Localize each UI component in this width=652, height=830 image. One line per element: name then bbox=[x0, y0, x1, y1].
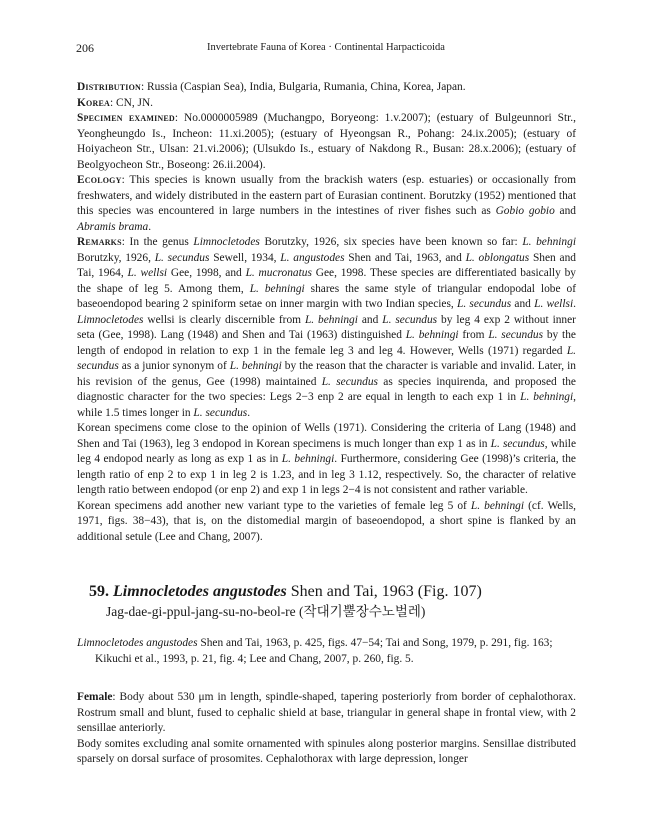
korean-name: Jag-dae-gi-ppul-jang-su-no-beol-re (작대기뿔장수노벌레) bbox=[106, 604, 426, 619]
species-heading bbox=[89, 582, 569, 602]
reference-species: Limnocletodes angustodes bbox=[77, 637, 198, 649]
distribution-label: Distribution bbox=[77, 81, 141, 93]
korea-text: : CN, JN. bbox=[109, 96, 154, 109]
section-author: Shen and Tai, 1963 (Fig. 107) bbox=[286, 583, 482, 600]
distribution-text: : Russia (Caspian Sea), India, Bulgaria, Rumania, China, Korea, Japan. bbox=[140, 81, 466, 93]
ecology-text: . bbox=[148, 220, 152, 233]
page-number: 206 bbox=[76, 41, 94, 55]
ecology-text: and bbox=[554, 205, 576, 217]
paragraph-korean-specimens-1: Korean specimens come close to the opinion of Wells (1971). Considering the criteria of Lang (1948) and Shen and Tai (1963), leg 3 endopod in Korean specimens is much longer than exp 1 as in L. secundus, while leg 4 endopod nearly as long as exp 1 as in L. behningi. Furthermore, considering Gee (1998)’s criteria, the length ratio of enp 2 to exp 1 in leg 2 is 1.23, and in leg 3 1.12, respectively. So, the character of relative length ratio between endopod (or enp 2) and exp 1 in legs 2−4 is not consistent and rather variable. bbox=[77, 422, 576, 496]
female-description bbox=[77, 690, 576, 768]
remarks-label: Remarks bbox=[77, 236, 122, 248]
distribution-paragraph bbox=[77, 80, 576, 96]
section-number: 59. bbox=[89, 583, 109, 600]
ecology-paragraph bbox=[77, 173, 576, 235]
specimen-paragraph bbox=[77, 111, 576, 173]
ecology-text: : This species is known usually from the brackish waters (esp. estuaries) or occasionally from freshwaters, and widely distributed in the eastern part of Eurasian continent. Borutzky (1952) mentioned that this species was encountered in large numbers in the intestines of river fishes such as bbox=[77, 174, 576, 217]
remarks-paragraph: Remarks: In the genus Limnocletodes Borutzky, 1926, six species have been known so far: L. behningi Borutzky, 1926, L. secundus Sewell, 1934, L. angustodes Shen and Tai, 1963, and L. oblongatus Shen and Tai, 1964, L. wellsi Gee, 1998, and L. mucronatus Gee, 1998. These species are differentiated basically by the shape of leg 5. Among them, L. behningi shares the same style of triangular endopodal lobe of baseoendopod bearing 2 spiniform setae on inner margin with two Indian species, L. secundus and L. wellsi. Limnocletodes wellsi is clearly discernible from L. behningi and L. secundus by leg 4 exp 2 without inner seta (Gee, 1998). Lang (1948) and Shen and Tai (1963) distinguished L. behningi from L. secundus by the length of endopod in relation to exp 1 in the female leg 3 and leg 4. However, Wells (1971) regarded L. secundus as a junior synonym of L. behningi by the reason that the character is variable and invalid. Later, in his revision of the genus, Gee (1998) maintained L. secundus as species inquirenda, and proposed the diagnostic character for the two species: Legs 2−3 enp 2 are equal in length to each exp 1 in L. behningi, while 1.5 times longer in L. secundus. bbox=[77, 236, 576, 419]
reference-line-1: Limnocletodes angustodes Shen and Tai, 1963, p. 425, figs. 47−54; Tai and Song, 1979, p. 291, fig. 163; bbox=[77, 637, 553, 649]
ecology-label: Ecology bbox=[77, 174, 122, 186]
paragraph-korean-specimens-2: Korean specimens add another new variant type to the varieties of female leg 5 of L. behningi (cf. Wells, 1971, figs. 38−43), that is, on the distomedial margin of baseoendopod, a short spine is flanked by an additional setule (Lee and Chang, 2007). bbox=[77, 499, 576, 543]
korea-paragraph bbox=[77, 96, 576, 112]
specimen-text: : No.0000005989 (Muchangpo, Boryeong: 1.v.2007); (estuary of Bulgeunnori Str., Yeongheungdo Is., Incheon: 11.xi.2005); (estuary of Hyeongsan R., Pohang: 24.ix.2005); (estuary of Hoiyacheon Str., Ulsan: 21.vi.2006); (Ulsukdo Is., estuary of Nakdong R., Busan: 28.x.2006); (estuary of Beolgyocheon Str., Boseong: 26.ii.2004). bbox=[77, 112, 577, 171]
synonymy-references bbox=[77, 636, 576, 667]
running-title: Invertebrate Fauna of Korea · Continental Harpacticoida bbox=[207, 42, 445, 53]
female-paragraph-1: Female: Body about 530 μm in length, spindle-shaped, tapering posteriorly from border of cephalothorax. Rostrum small and blunt, fused to cephalic shield at base, triangular in general shape in frontal view, with 2 sensillae anteriorly. bbox=[77, 691, 576, 734]
section-species-name: Limnocletodes angustodes bbox=[113, 583, 287, 600]
female-paragraph-2: Body somites excluding anal somite ornamented with spinules along posterior margins. Sensillae distributed sparsely on dorsal surface of prosomites. Cephalothorax with large depression, longer bbox=[77, 737, 576, 765]
species-name: Abramis brama bbox=[77, 220, 149, 233]
main-text bbox=[77, 80, 576, 545]
specimen-label: Specimen examined bbox=[77, 112, 175, 124]
species-section-heading bbox=[89, 582, 569, 621]
reference-line-2: Kikuchi et al., 1993, p. 21, fig. 4; Lee and Chang, 2007, p. 260, fig. 5. bbox=[95, 652, 414, 665]
korea-label: Korea bbox=[77, 96, 110, 109]
species-name: Gobio gobio bbox=[495, 205, 555, 217]
female-label: Female bbox=[77, 691, 113, 703]
